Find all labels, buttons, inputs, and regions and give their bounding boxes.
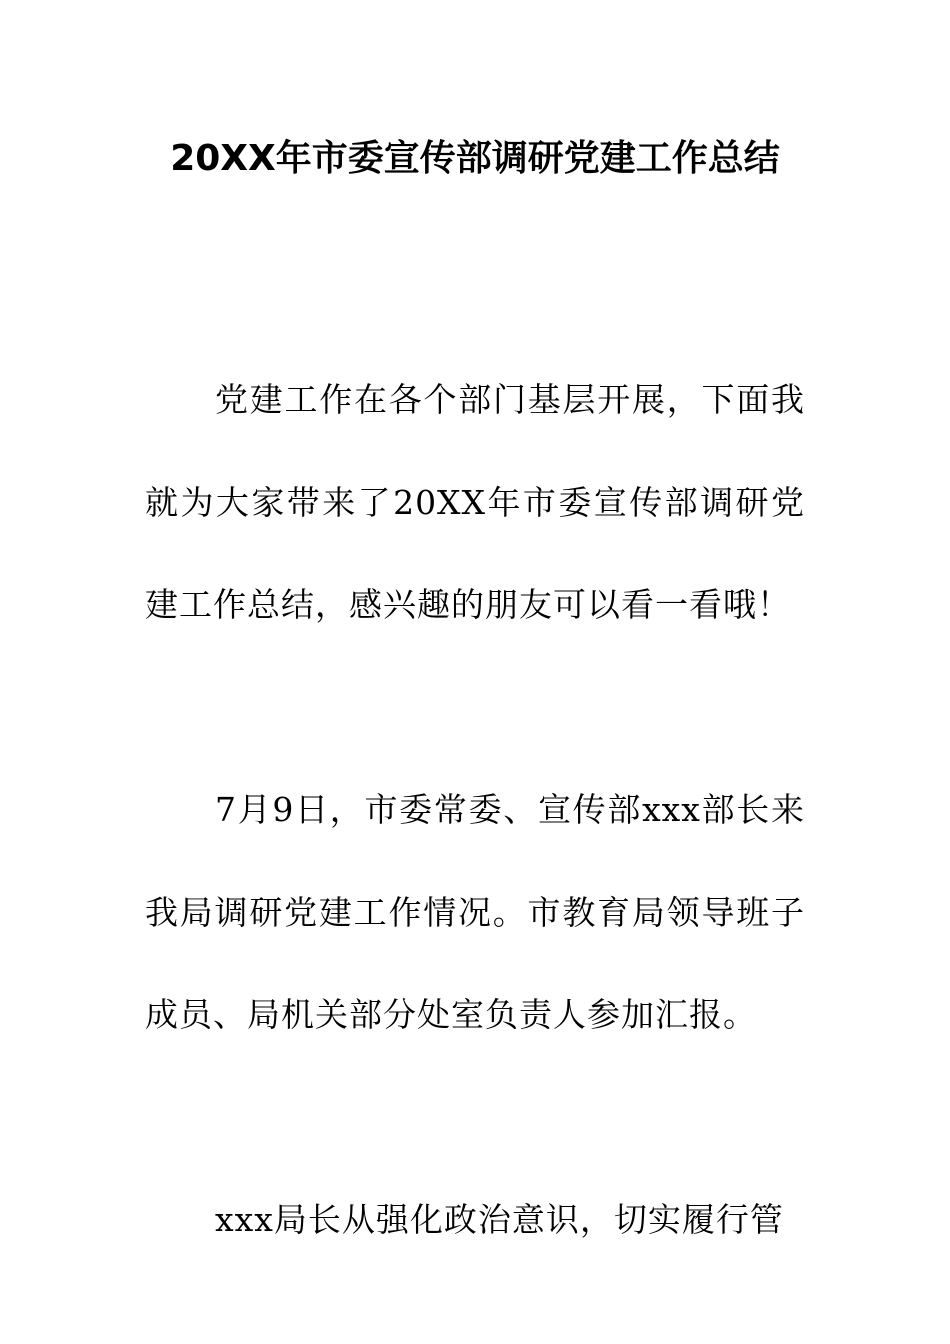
body-paragraph-visit: 7月9日，市委常委、宣传部xxx部长来我局调研党建工作情况。市教育局领导班子成员、局机关部分处室负责人参加汇报。 (145, 790, 805, 1034)
body-paragraph-intro: 党建工作在各个部门基层开展，下面我就为大家带来了20XX年市委宣传部调研党建工作总结，感兴趣的朋友可以看一看哦！ (145, 380, 805, 624)
body-paragraph-report: xxx局长从强化政治意识，切实履行管 (215, 1200, 784, 1239)
document-title: 20XX年市委宣传部调研党建工作总结 (170, 138, 780, 179)
